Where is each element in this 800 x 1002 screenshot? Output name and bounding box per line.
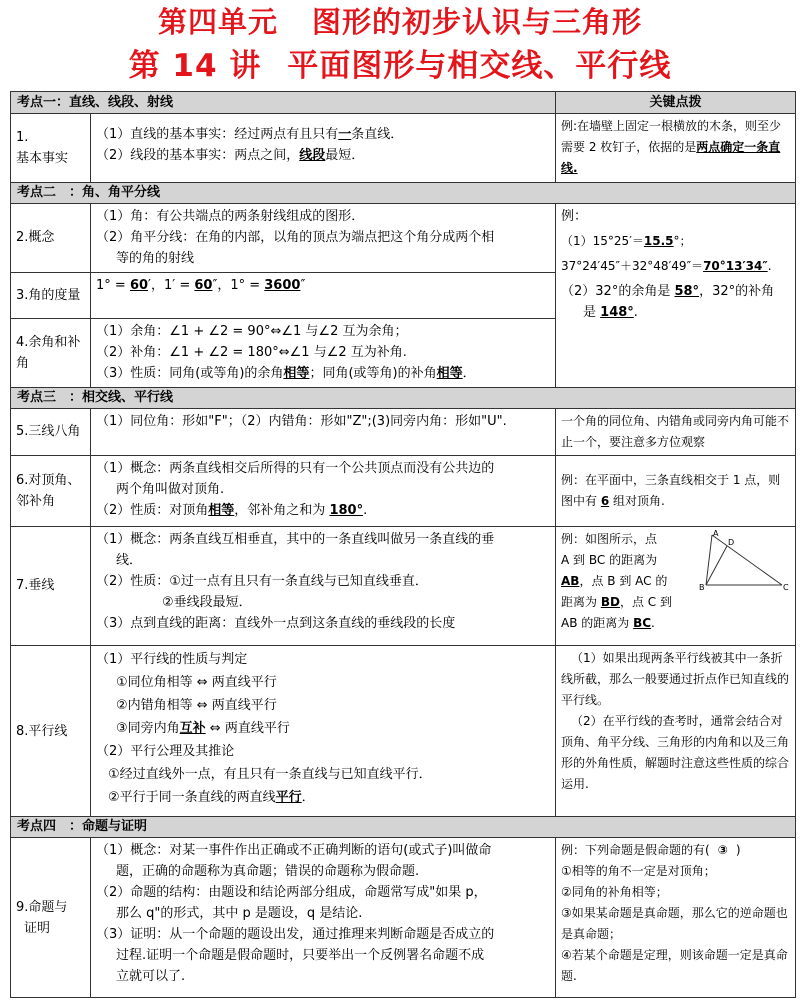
row-key-propositions: 例：下列命题是假命题的有( ③ ) ①相等的角不一定是对顶角； ②同角的补角相等； ③如果某命题是真命题，那么它的逆命题也是真命题； ④若某个命题是定理，则该命题一定是真命题. — [556, 838, 796, 998]
row-content-basic-facts: （1）直线的基本事实：经过两点有且只有一条直线． （2）线段的基本事实：两点之间，线段最短． — [91, 114, 556, 183]
row-content-vertical-angles: （1）概念：两条直线相交后所得的只有一个公共顶点而没有公共边的 两个角叫做对顶角. （2）性质：对顶角相等，邻补角之和为 180°. — [91, 456, 556, 527]
knowledge-table — [10, 91, 796, 998]
row-name-angle-measure: 3.角的度量 — [11, 272, 91, 318]
section-title-kaodian3: 考点三 ：相交线、平行线 — [11, 387, 796, 408]
unit-title-text: 图形的初步认识与三角形 — [312, 5, 643, 39]
figure-label-d: D — [728, 537, 735, 547]
row-content-perpendicular: （1）概念：两条直线互相垂直，其中的一条直线叫做另一条直线的垂 线． （2）性质：①过一点有且只有一条直线与已知直线垂直． ②垂线段最短． （3）点到直线的距离：直线外一点到这条直线的垂线段的长度 — [91, 526, 556, 645]
figure-label-b: B — [699, 582, 705, 591]
row-content-parallel: （1）平行线的性质与判定 ①同位角相等 ⇔ 两直线平行 ②内错角相等 ⇔ 两直线平行 ③同旁内角互补 ⇔ 两直线平行 （2）平行公理及其推论 ①经过直线外一点，有且只有一条直线与已知直线平行． ②平行于同一条直线的两直线平行． — [91, 645, 556, 817]
section-title-kaodian4: 考点四 ：命题与证明 — [11, 817, 796, 838]
lesson-title-text: 平面图形与相交线、平行线 — [287, 48, 672, 84]
right-triangle-figure — [698, 529, 790, 591]
row-content-angle-measure: 1° = 60′，1′ = 60″，1° = 3600″ — [91, 272, 556, 318]
row-key-perpendicular: A B C D 例：如图所示，点 A 到 BC 的距离为 AB，点 B 到 AC 的 距离为 BD，点 C 到 AB 的距离为 BC. — [556, 526, 796, 645]
row-name-complementary: 4.余角和补角 — [11, 318, 91, 387]
row-key-vertical-angles: 例：在平面中，三条直线相交于 1 点，则图中有 6 组对顶角. — [556, 456, 796, 527]
key-points-header: 关键点拨 — [556, 92, 796, 114]
row-key-three-lines: 一个角的同位角、内错角或同旁内角可能不止一个，要注意多方位观察 — [556, 408, 796, 455]
row-content-three-lines: （1）同位角：形如"F"；（2）内错角：形如"Z";(3)同旁内角：形如"U". — [91, 408, 556, 455]
table-row-propositions — [11, 838, 796, 998]
row-name-vertical-angles: 6.对顶角、邻补角 — [11, 456, 91, 527]
row-name-perpendicular: 7.垂线 — [11, 526, 91, 645]
section-title-kaodian1: 考点一：直线、线段、射线 — [11, 92, 556, 114]
table-row-parallel — [11, 645, 796, 817]
row-name-parallel: 8.平行线 — [11, 645, 91, 817]
row-name-three-lines: 5.三线八角 — [11, 408, 91, 455]
unit-title — [0, 2, 800, 42]
section-header-4 — [11, 817, 796, 838]
table-row-basic-facts — [11, 114, 796, 183]
table-row-three-lines — [11, 408, 796, 455]
row-content-propositions: （1）概念：对某一事件作出正确或不正确判断的语句(或式子)叫做命 题，正确的命题称为真命题；错误的命题称为假命题. （2）命题的结构：由题设和结论两部分组成，命题常写成"如果 p， 那么 q"的形式，其中 p 是题设，q 是结论. （3）证明：从一个命题的题设出发，通过推理来判断命题是否成立的 过程.证明一个命题是假命题时，只要举出一个反例署名命题不成 立就可以了. — [91, 838, 556, 998]
figure-label-a: A — [713, 528, 719, 538]
row-key-basic-facts: 例:在墙壁上固定一根横放的木条，则至少需要 2 枚钉子，依据的是两点确定一条直线. — [556, 114, 796, 183]
section-title-kaodian2: 考点二 ：角、角平分线 — [11, 182, 796, 203]
row-name-propositions: 9.命题与 证明 — [11, 838, 91, 998]
unit-title-number: 第四单元 — [157, 5, 278, 39]
lesson-title-number: 第 14 讲 — [128, 48, 262, 84]
row-key-angles: 例： （1）15°25′＝15.5°； 37°24′45″＋32°48′49″＝70°13′34″. （2）32°的余角是 58°，32°的补角 是 148°. — [556, 203, 796, 387]
row-name-basic-facts: 1. 基本事实 — [11, 114, 91, 183]
row-content-complementary: （1）余角：∠1 + ∠2 = 90°⇔∠1 与∠2 互为余角； （2）补角：∠1 + ∠2 = 180°⇔∠1 与∠2 互为补角. （3）性质：同角(或等角)的余角相等；同角(或等角)的补角相等． — [91, 318, 556, 387]
section-header-2 — [11, 182, 796, 203]
section-header-1 — [11, 92, 796, 114]
row-content-concept: （1）角：有公共端点的两条射线组成的图形． （2）角平分线：在角的内部，以角的顶点为端点把这个角分成两个相 等的角的射线 — [91, 203, 556, 272]
table-row-perpendicular — [11, 526, 796, 645]
table-row-concept — [11, 203, 796, 272]
table-row-vertical-angles — [11, 456, 796, 527]
row-key-parallel: （1）如果出现两条平行线被其中一条折线所截，那么一般要通过折点作已知直线的平行线。 （2）在平行线的查考时，通常会结合对顶角、角平分线、三角形的内角和以及三角形的外角性质，解题时注意这些性质的综合运用. — [556, 645, 796, 817]
lesson-title — [0, 44, 800, 88]
row-name-concept: 2.概念 — [11, 203, 91, 272]
section-header-3 — [11, 387, 796, 408]
figure-label-c: C — [783, 582, 789, 591]
